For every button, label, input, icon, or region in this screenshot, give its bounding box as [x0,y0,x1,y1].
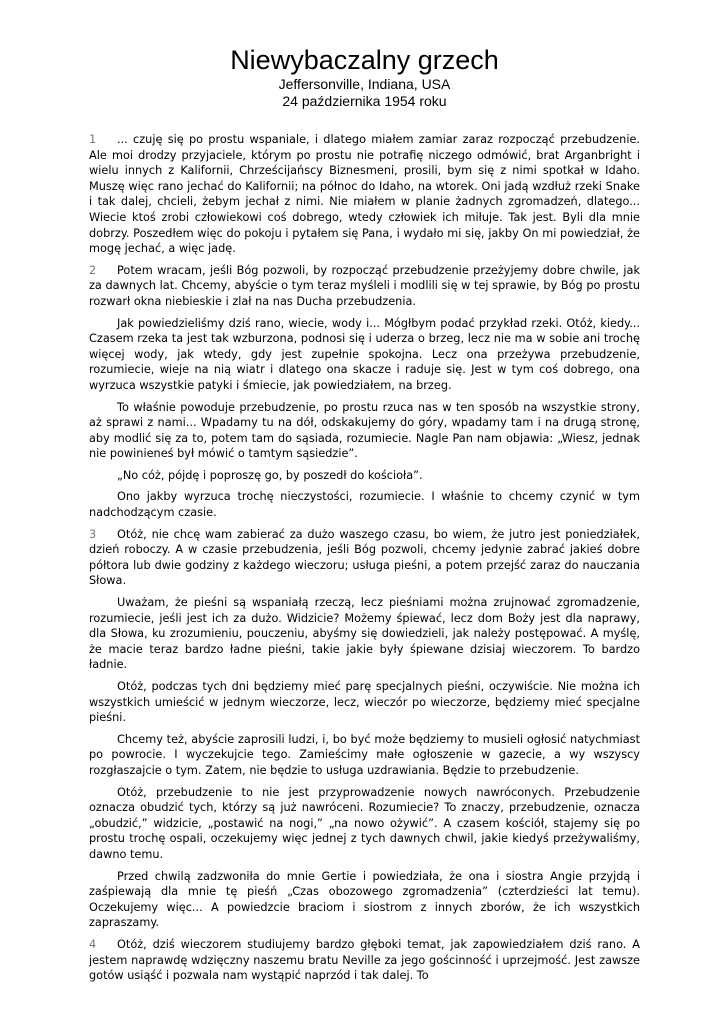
paragraph-text: Otóż, nie chcę wam zabierać za dużo waszego czasu, bo wiem, że jutro jest poniedziałek, dzień roboczy. A w czasie przebudzenia, jeśli Bóg pozwoli, chcemy jedynie zabrać jakieś dobre półtora lub dwie godziny z każdego wieczoru; usługa pieśni, a potem przejść zaraz do nauczania Słowa. [89,527,640,588]
paragraph-text: Jak powiedzieliśmy dziś rano, wiecie, wody i... Mógłbym podać przykład rzeki. Otóż, kiedy... Czasem rzeka ta jest tak wzburzona, podnosi się i uderza o brzeg, lecz nie ma w sobie ani trochę więcej wody, jak wtedy, gdy jest zupełnie spokojna. Lecz ona przeżywa przebudzenie, rozumiecie, wieje na nią wiatr i dlatego ona skacze i raduje się. Jest w tym coś dobrego, ona wyrzuca wszystkie patyki i śmiecie, jak powiedziałem, na brzeg. [89,316,640,392]
paragraph-number: 2 [89,263,97,277]
date-line: 24 października 1954 roku [282,93,447,109]
paragraph [89,595,640,673]
paragraph-text: Otóż, dziś wieczorem studiujemy bardzo głęboki temat, jak zapowiedziałem dziś rano. A jestem naprawdę wdzięczny naszemu bratu Neville za jego gościnność i uprzejmość. Jest zawsze gotów usiąść i pozwala nam wystąpić naprzód i tak dalej. To [89,937,640,983]
paragraph-text: Otóż, przebudzenie to nie jest przyprowadzenie nowych nawróconych. Przebudzenie oznacza obudzić tych, którzy są już nawróceni. Rozumiecie? To znaczy, przebudzenie, oznacza „obudzić,” widzicie, „postawić na nogi,” „na nowo ożywić”. A czasem kościół, stajemy się po prostu trochę ospali, oczekujemy więc jednej z tych dawnych chwil, jakie kiedyś przeżywaliśmy, dawno temu. [89,785,640,861]
paragraph-text: „No cóż, pójdę i poproszę go, by poszedł do kościoła”. [117,468,423,482]
paragraph [89,468,640,484]
paragraph-text: ... czuję się po prostu wspaniale, i dlatego miałem zamiar zaraz rozpocząć przebudzenie. Ale moi drodzy przyjaciele, którym po prostu nie potrafię niczego odmówić, brat Arganbright i wielu innych z Kalifornii, Chrześcijańscy Biznesmeni, prosili, bym się z nimi spotkał w Idaho. Muszę więc rano jechać do Kalifornii; na północ do Idaho, na wtorek. Oni jadą wzdłuż rzeki Snake i tak dalej, chcieli, żebym jechał z nimi. Nie miałem w planie żadnych zgromadzeń, dlatego... Wiecie ktoś zrobi człowiekowi coś dobrego, wtedy człowiek ich miłuje. Tak jest. Byli dla mnie dobrzy. Poszedłem więc do pokoju i pytałem się Pana, i wydało mi się, jakby On mi powiedział, że mogę jechać, a więc jadę. [89,133,640,256]
paragraph-text: Przed chwilą zadzwoniła do mnie Gertie i powiedziała, że ona i siostra Angie przyjdą i zaśpiewają dla mnie tę pieśń „Czas obozowego zgromadzenia” (czterdzieści lat temu). Oczekujemy więc... A powiedzcie braciom i siostrom z innych zborów, że ich wszystkich zapraszamy. [89,869,640,930]
paragraph [89,316,640,394]
paragraph-text: Uważam, że pieśni są wspaniałą rzeczą, lecz pieśniami można zrujnować zgromadzenie, rozumiecie, jeśli jest ich za dużo. Widzicie? Możemy śpiewać, lecz dom Boży jest dla naprawy, dla Słowa, ku zrozumieniu, pouczeniu, abyśmy się dowiedzieli, jak należy postępować. A myślę, że macie teraz bardzo ładne pieśni, takie jakie były śpiewane dzisiaj wieczorem. To bardzo ładnie. [89,596,640,672]
paragraph-text: Potem wracam, jeśli Bóg pozwoli, by rozpocząć przebudzenie przeżyjemy dobre chwile, jak za dawnych lat. Chcemy, abyście o tym teraz myśleli i modlili się w tej sprawie, by Bóg po prostu rozwarł okna niebieskie i zlał na nas Ducha przebudzenia. [89,263,640,308]
paragraph [89,400,640,462]
paragraph-text: Ono jakby wyrzuca trochę nieczystości, rozumiecie. I właśnie to chcemy czynić w tym nadchodzącym czasie. [89,490,640,520]
paragraph-number: 3 [89,527,97,541]
paragraph [89,732,640,779]
paragraph-text: To właśnie powoduje przebudzenie, po prostu rzuca nas w ten sposób na wszystkie strony, aż sprawi z nami... Wpadamy tu na dół, odskakujemy do góry, wpadamy tam i na drugą stronę, aby modlić się za to, potem tam do sąsiada, rozumiecie. Nagle Pan nam objawia: „Wiesz, jednak nie powinieneś był mówić o tamtym sąsiedzie”. [89,400,640,461]
document-page [89,44,640,990]
document-body [89,132,640,984]
document-title: Niewybaczalny grzech [230,45,499,75]
paragraph [89,785,640,863]
title-block [89,44,640,110]
paragraph [89,869,640,931]
paragraph [89,263,640,310]
paragraph-number: 4 [89,937,97,951]
paragraph [89,132,640,257]
paragraph [89,679,640,726]
paragraph [89,489,640,520]
location-line: Jeffersonville, Indiana, USA [278,76,451,92]
paragraph-text: Otóż, podczas tych dni będziemy mieć parę specjalnych pieśni, oczywiście. Nie można ich wszystkich umieścić w jednym wieczorze, lecz, wieczór po wieczorze, będziemy mieć specjalne pieśni. [89,680,640,725]
paragraph-number: 1 [89,133,97,146]
paragraph-text: Chcemy też, abyście zaprosili ludzi, i, bo być może będziemy to musieli ogłosić natychmiast po powrocie. I wyczekujcie tego. Zamieścimy małe ogłoszenie w gazecie, a wy wszyscy rozgłaszajcie o tym. Zatem, nie będzie to usługa uzdrawiania. Będzie to przebudzenie. [89,732,640,777]
paragraph [89,937,640,984]
paragraph [89,527,640,589]
